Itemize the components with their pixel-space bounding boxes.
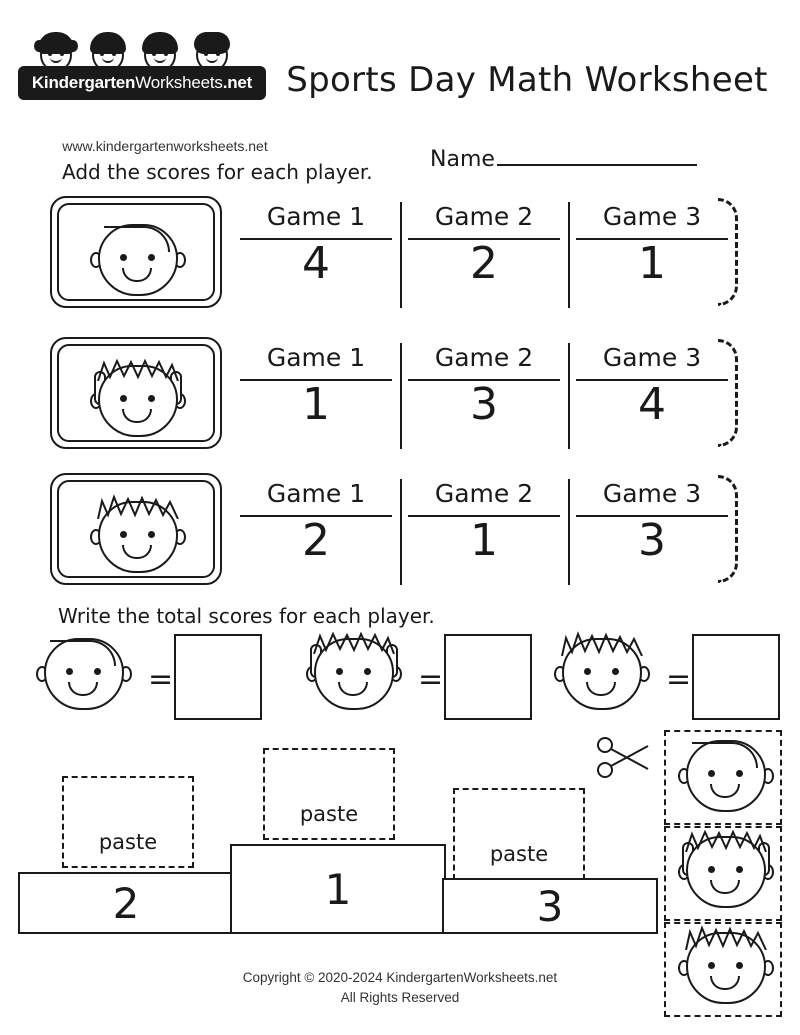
mini-face-spiky-hair [300, 636, 408, 716]
total-answer-box[interactable] [174, 634, 262, 720]
player-face-zigzag-hair [84, 499, 192, 575]
game-label: Game 2 [434, 479, 534, 508]
total-answer-box[interactable] [444, 634, 532, 720]
spiky-hair-icon [312, 632, 396, 654]
score-cell [232, 196, 400, 308]
rights-text: All Rights Reserved [340, 989, 460, 1005]
game-label: Game 1 [266, 479, 366, 508]
player-face-swoop-hair [84, 222, 192, 298]
site-logo [18, 30, 273, 154]
site-url-text: www.kindergartenworksheets.net [62, 138, 268, 154]
game-label: Game 1 [266, 343, 366, 372]
player-portrait-frame [50, 337, 222, 449]
score-cell [400, 337, 568, 449]
paste-dropzone-first[interactable]: paste [263, 748, 395, 840]
podium-step-second: 2 [18, 872, 234, 934]
score-value: 4 [638, 379, 666, 430]
game-label: Game 3 [602, 479, 702, 508]
player-portrait-frame [50, 196, 222, 308]
score-table [232, 192, 740, 314]
podium-step-third: 3 [442, 878, 658, 934]
name-input-blank[interactable] [497, 146, 697, 166]
score-cell [400, 196, 568, 308]
paste-dropzone-third[interactable]: paste [453, 788, 585, 880]
score-cell [400, 473, 568, 585]
score-value: 2 [470, 238, 498, 289]
score-cell [568, 196, 736, 308]
game-label: Game 3 [602, 343, 702, 372]
game-label: Game 1 [266, 202, 366, 231]
equals-sign: = [666, 662, 692, 697]
podium-step-first: 1 [230, 844, 446, 934]
total-answer-box[interactable] [692, 634, 780, 720]
spiky-hair-icon [684, 830, 768, 852]
score-row [50, 469, 740, 591]
score-value: 4 [302, 238, 330, 289]
score-value: 1 [638, 238, 666, 289]
cutout-card-spiky-hair[interactable] [664, 826, 782, 921]
player-face-spiky-hair [84, 363, 192, 439]
game-label: Game 2 [434, 202, 534, 231]
zigzag-hair-icon [684, 924, 768, 950]
zigzag-hair-icon [96, 493, 180, 519]
mini-face-swoop-hair [30, 636, 138, 716]
logo-word-kindergarten: Kindergarten [31, 73, 136, 92]
instruction-add-scores: Add the scores for each player. [62, 160, 373, 184]
score-value: 1 [470, 515, 498, 566]
logo-badge [18, 30, 266, 110]
player-portrait-frame [50, 473, 222, 585]
logo-word-tld: .net [222, 73, 253, 92]
instruction-write-totals: Write the total scores for each player. [58, 604, 435, 628]
zigzag-hair-icon [560, 630, 644, 656]
page-footer [0, 968, 800, 1007]
copyright-text: Copyright © 2020-2024 KindergartenWorksheets.net [242, 970, 558, 985]
score-value: 1 [302, 379, 330, 430]
logo-word-worksheets: Worksheets [135, 73, 223, 92]
totals-section [20, 630, 780, 730]
score-cell [232, 337, 400, 449]
game-label: Game 3 [602, 202, 702, 231]
game-label: Game 2 [434, 343, 534, 372]
cutout-face [672, 834, 776, 914]
page-title: Sports Day Math Worksheet [286, 60, 768, 100]
score-row [50, 192, 740, 314]
mini-face-zigzag-hair [548, 636, 656, 716]
score-cell [568, 473, 736, 585]
name-label: Name [430, 147, 495, 172]
score-table [232, 469, 740, 591]
equals-sign: = [148, 662, 174, 697]
score-table [232, 333, 740, 455]
score-cell [568, 337, 736, 449]
equals-sign: = [418, 662, 444, 697]
paste-dropzone-second[interactable]: paste [62, 776, 194, 868]
score-value: 3 [470, 379, 498, 430]
podium-section [18, 748, 658, 948]
score-value: 3 [638, 515, 666, 566]
logo-wordmark [18, 66, 266, 100]
score-row [50, 333, 740, 455]
cutout-face [672, 738, 776, 818]
spiky-hair-icon [96, 359, 180, 381]
score-cell [232, 473, 400, 585]
scissors-icon [596, 736, 652, 780]
score-value: 2 [302, 515, 330, 566]
name-field-row [430, 146, 697, 172]
cutout-card-swoop-hair[interactable] [664, 730, 782, 825]
